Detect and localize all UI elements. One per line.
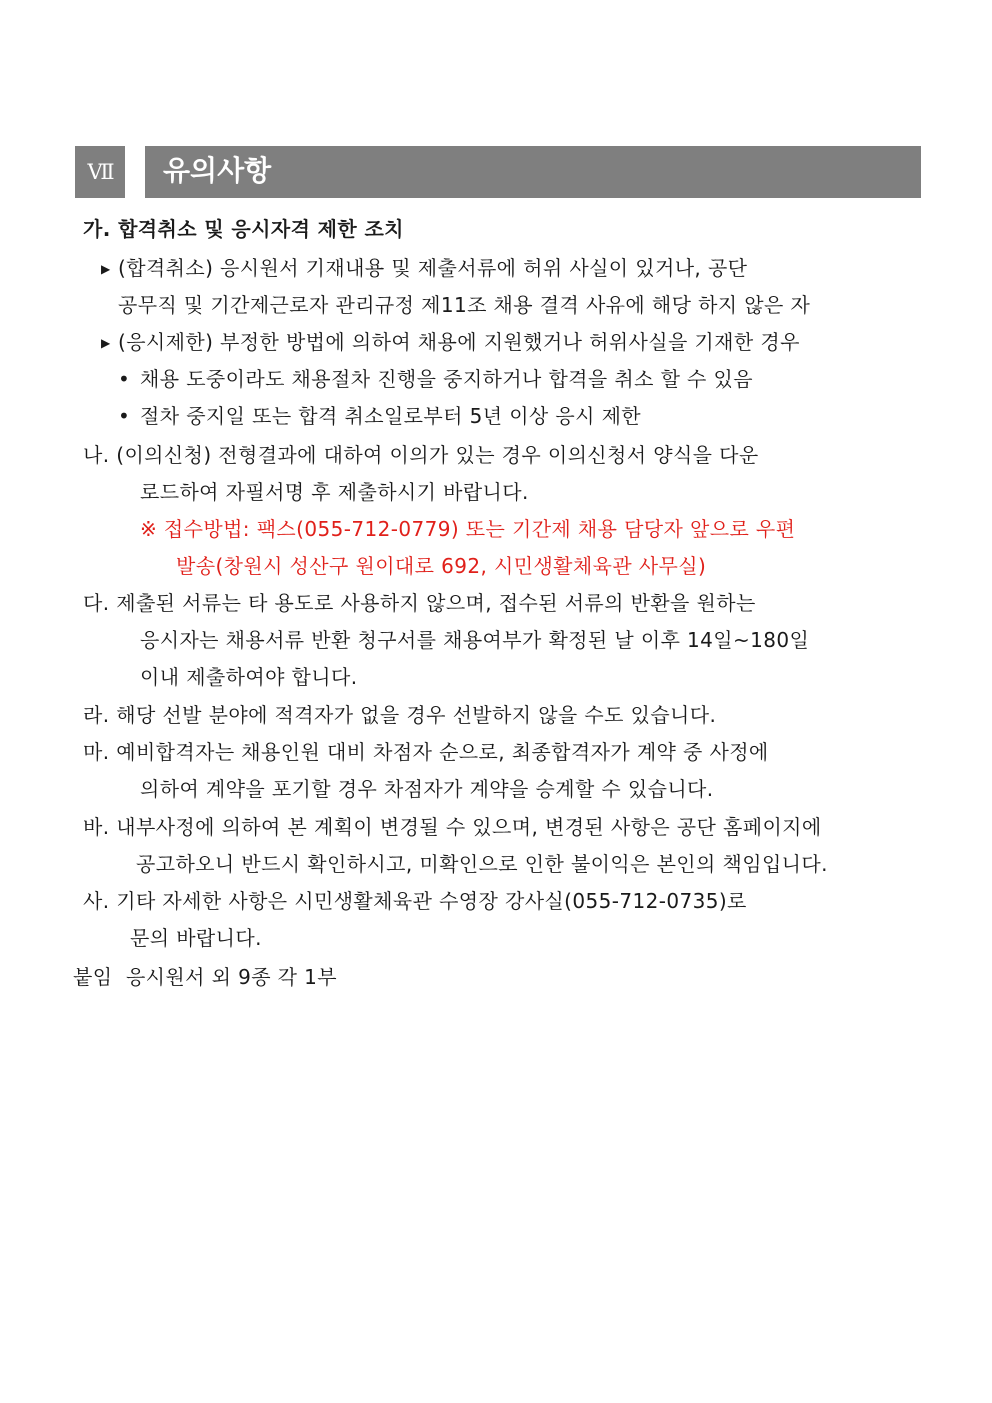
- sub-bullet-2-text: 절차 중지일 또는 합격 취소일로부터 5년 이상 응시 제한: [140, 404, 642, 428]
- section-title: 유의사항: [163, 154, 272, 187]
- item-ba-line2: 공고하오니 반드시 확인하시고, 미확인으로 인한 불이익은 본인의 책임입니다.: [136, 852, 828, 876]
- item-da-line2: 응시자는 채용서류 반환 청구서를 채용여부가 확정된 날 이후 14일~180일: [140, 628, 810, 652]
- bullet-restrict-text: (응시제한) 부정한 방법에 의하여 채용에 지원했거나 허위사실을 기재한 경우: [118, 330, 800, 354]
- section-number: Ⅶ: [75, 146, 125, 198]
- item-sa-line1: 사. 기타 자세한 사항은 시민생활체육관 수영장 강사실(055-712-0735)로: [83, 889, 747, 913]
- attachment-note: 붙임 응시원서 외 9종 각 1부: [73, 965, 337, 989]
- section-header: [75, 146, 921, 198]
- sub-bullet-1-text: 채용 도중이라도 채용절차 진행을 중지하거나 합격을 취소 할 수 있음: [140, 367, 753, 391]
- dot-bullet-icon: •: [118, 367, 131, 391]
- item-ba-line1: 바. 내부사정에 의하여 본 계획이 변경될 수 있으며, 변경된 사항은 공단 홈페이지에: [83, 815, 822, 839]
- item-ga-title: 가. 합격취소 및 응시자격 제한 조치: [83, 217, 404, 241]
- sub-bullet-2: [118, 401, 641, 431]
- note-submission-line2: 발송(창원시 성산구 원이대로 692, 시민생활체육관 사무실): [176, 554, 707, 578]
- item-na-line2: 로드하여 자필서명 후 제출하시기 바랍니다.: [140, 480, 529, 504]
- sub-bullet-1: [118, 364, 753, 394]
- item-ma-line2: 의하여 계약을 포기할 경우 차점자가 계약을 승계할 수 있습니다.: [140, 777, 714, 801]
- item-ra: 라. 해당 선발 분야에 적격자가 없을 경우 선발하지 않을 수도 있습니다.: [83, 703, 717, 727]
- triangle-bullet-icon: ▶: [101, 336, 111, 350]
- bullet-cancel: [101, 253, 747, 284]
- bullet-restrict: [101, 327, 800, 358]
- item-sa-line2: 문의 바랍니다.: [130, 926, 262, 950]
- item-na-line1: 나. (이의신청) 전형결과에 대하여 이의가 있는 경우 이의신청서 양식을 다운: [83, 443, 759, 467]
- note-submission-line1: ※ 접수방법: 팩스(055-712-0779) 또는 기간제 채용 담당자 앞으로 우편: [140, 517, 796, 541]
- triangle-bullet-icon: ▶: [101, 262, 111, 276]
- dot-bullet-icon: •: [118, 404, 131, 428]
- item-da-line3: 이내 제출하여야 합니다.: [140, 665, 358, 689]
- bullet-cancel-line2: 공무직 및 기간제근로자 관리규정 제11조 채용 결격 사유에 해당 하지 않은 자: [118, 293, 811, 317]
- item-ma-line1: 마. 예비합격자는 채용인원 대비 차점자 순으로, 최종합격자가 계약 중 사정에: [83, 740, 769, 764]
- bullet-cancel-line1: (합격취소) 응시원서 기재내용 및 제출서류에 허위 사실이 있거나, 공단: [118, 256, 748, 280]
- item-da-line1: 다. 제출된 서류는 타 용도로 사용하지 않으며, 접수된 서류의 반환을 원하는: [83, 591, 756, 615]
- section-title-bar: [145, 146, 921, 198]
